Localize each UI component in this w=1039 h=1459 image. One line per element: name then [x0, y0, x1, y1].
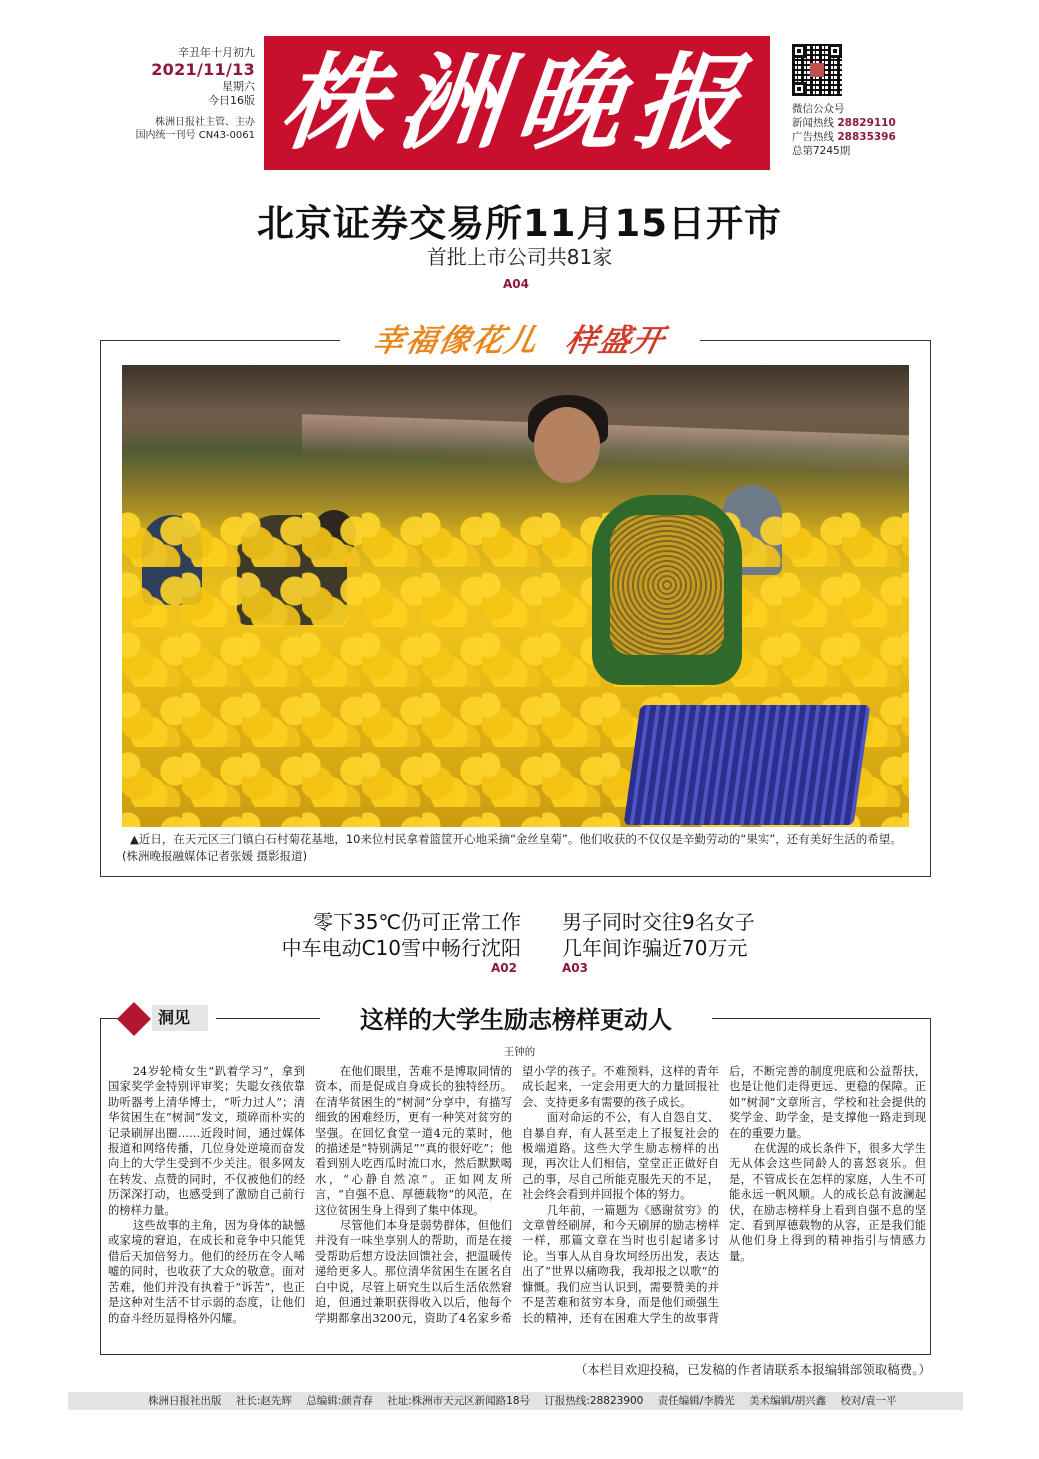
news-hotline-label: 新闻热线: [792, 117, 834, 129]
footer-president: 社长:赵先辉: [235, 1395, 292, 1407]
paragraph: 这些故事的主角，因为身体的缺憾或家境的窘迫，在成长和竞争中只能凭借后天加倍努力。他们的经历在令人唏嘘的同时，也收获了大众的敬意。面对苦难，他们并没有执着于“诉苦”，也正是这种对生活不甘示弱的态度，让他们的奋斗经历显得格外闪耀。: [108, 1219, 305, 1325]
paragraph: 在他们眼里，苦难不是博取同情的资本，而是促成自身成长的独特经历。在清华贫困生的“树洞”分享中，有描写细致的困难经历，更有一种笑对贫穷的坚强。在回忆食堂一道4元的菜时，他的描述是“特别满足”“真的很好吃”；他看到别人吃西瓜时流口水，然后默默喝水，“心静自然凉”。正如网友所言，“自强不息、厚德载物”的风范，在这位贫困生身上得到了集中体现。: [315, 1065, 512, 1217]
edition-count: 今日16版: [208, 94, 255, 107]
photo-caption: ▲近日，在天元区三门镇白石村菊花基地，10来位村民拿着篮筐开心地采摘“金丝皇菊”。他们收获的不仅仅是辛勤劳动的“果实”，还有美好生活的希望。(株洲晚报融媒体记者张媛 摄影报道): [122, 832, 902, 863]
issue-date: 2021/11/13: [151, 60, 255, 79]
column-author: 王钟的: [503, 1046, 536, 1058]
paragraph: 尽管他们本身是弱势群体，但他们并没有一味坐享别人的帮助，而是在接受帮助后想方设法回馈社会，把温暖传递给更多人。那位清华贫困生在匿名自白中说，尽管上研究生以后生活依然窘迫，但通过兼职获得收入以后，他每个学期都拿出3200元，资助了4名家乡希望小学的孩子。不难预料，这样的青年成长起来，一定会用更大的力量回报社会、支持更多有需要的孩子成长。: [315, 1065, 719, 1325]
lead-subheadline: 首批上市公司共81家: [426, 245, 613, 269]
serial-number: 国内统一刊号 CN43-0061: [135, 130, 255, 141]
banner-part-1: 幸福像花儿: [369, 322, 543, 359]
weekday: 星期六: [222, 80, 255, 93]
publisher-line: 株洲日报社主管、主办: [155, 117, 255, 128]
footer-subscription-hotline: 订报热线:28823900: [544, 1395, 644, 1407]
page-ref-a03[interactable]: A03: [562, 961, 588, 975]
footer-publisher: 株洲日报社出版: [148, 1395, 222, 1407]
paragraph: 在优渥的成长条件下，很多大学生无从体会这些同龄人的喜怒哀乐。但是，不管成长在怎样的家庭，人生不可能永远一帆风顺。人的成长总有波澜起伏，在励志榜样身上看到自强不息的坚定、看到厚德载物的从容，正是我们能从他们身上得到的精神指引与情感力量。: [729, 1142, 926, 1263]
submission-note: （本栏目欢迎投稿，已发稿的作者请联系本报编辑部领取稿费。）: [574, 1362, 931, 1377]
secondary-story-a03[interactable]: [562, 909, 755, 961]
qr-code-icon[interactable]: [792, 44, 842, 96]
paragraph: 面对命运的不公，有人自怨自艾、自暴自弃，有人甚至走上了报复社会的极端道路。这些大学生励志榜样的出现，再次让人们相信，堂堂正正做好自己的事，尽自己所能克服先天的不足，社会终会看到并回报个体的努力。: [522, 1111, 719, 1202]
newspaper-logo: [264, 36, 770, 170]
story-line-1: 男子同时交往9名女子: [562, 910, 755, 934]
column-tag-label: 洞见: [152, 1005, 208, 1031]
paragraph: 24岁轮椅女生“趴着学习”，拿到国家奖学金特别评审奖；失聪女孩依靠助听器考上清华博士，“听力过人”；清华贫困生在“树洞”发文，琐碎而朴实的记录刷屏出圈……近段时间，通过媒体报道和网络传播，几位身处逆境而奋发向上的大学生受到不少关注。很多网友在转发、点赞的同时，不仅被他们的经历深深打动，也感受到了激励自己前行的榜样力量。: [108, 1065, 305, 1217]
secondary-story-a02[interactable]: [282, 909, 521, 961]
basket-icon: [624, 705, 871, 825]
masthead-info: [115, 46, 255, 142]
story-line-2: 几年间诈骗近70万元: [562, 936, 748, 960]
ad-hotline-label: 广告热线: [792, 131, 834, 143]
wechat-label: 微信公众号: [792, 103, 845, 115]
footer-editor-in-chief: 总编辑:颜青春: [306, 1395, 373, 1407]
lead-page-ref[interactable]: A04: [503, 277, 529, 291]
banner-part-2: 样盛开: [562, 322, 670, 359]
lead-headline[interactable]: 北京证券交易所11月15日开市: [257, 202, 782, 245]
chrysanthemum-harvest-photo: [122, 365, 909, 827]
story-line-2: 中车电动C10雪中畅行沈阳: [281, 936, 521, 960]
issue-number: 总第7245期: [792, 145, 851, 157]
logo-text: 株洲晚报: [274, 41, 760, 164]
column-article: [108, 1064, 926, 1349]
page-ref-a02[interactable]: A02: [491, 961, 517, 975]
column-title[interactable]: 这样的大学生励志榜样更动人: [320, 1003, 712, 1037]
story-line-1: 零下35℃仍可正常工作: [313, 910, 521, 934]
footer-art-editor: 美术编辑/胡兴鑫: [749, 1395, 827, 1407]
news-hotline: 28829110: [837, 117, 896, 129]
paragraph: 几年前，一篇题为《感谢贫穷》的文章曾经刷屏，和今天刷屏的励志榜样一样，那篇文章在当时也引起诸多讨论。当事人从自身坎坷经历出发，表达出了“世界以痛吻我，我却报之以歌”的慷慨。我们应当认识到，需要赞美的并不是苦难和贫穷本身，而是他们顽强生长的精神，还有在困难大学生的故事背后，不断完善的制度兜底和公益帮扶，也是让他们走得更远、更稳的保障。正如“树洞”文章所言，学校和社会提供的奖学金、助学金，是支撑他一路走到现在的重要力量。: [522, 1065, 926, 1325]
photo-banner: [340, 314, 700, 360]
imprint-footer: [68, 1392, 963, 1410]
diamond-icon: [117, 1002, 151, 1036]
footer-responsible-editor: 责任编辑/李腾光: [657, 1395, 735, 1407]
column-tag: [118, 1003, 216, 1033]
footer-proofreader: 校对/袁一平: [840, 1395, 897, 1407]
masthead-contact: [792, 44, 896, 158]
ad-hotline: 28835396: [837, 131, 896, 143]
lunar-date: 辛丑年十月初九: [178, 46, 255, 59]
footer-address: 社址:株洲市天元区新闻路18号: [387, 1395, 531, 1407]
